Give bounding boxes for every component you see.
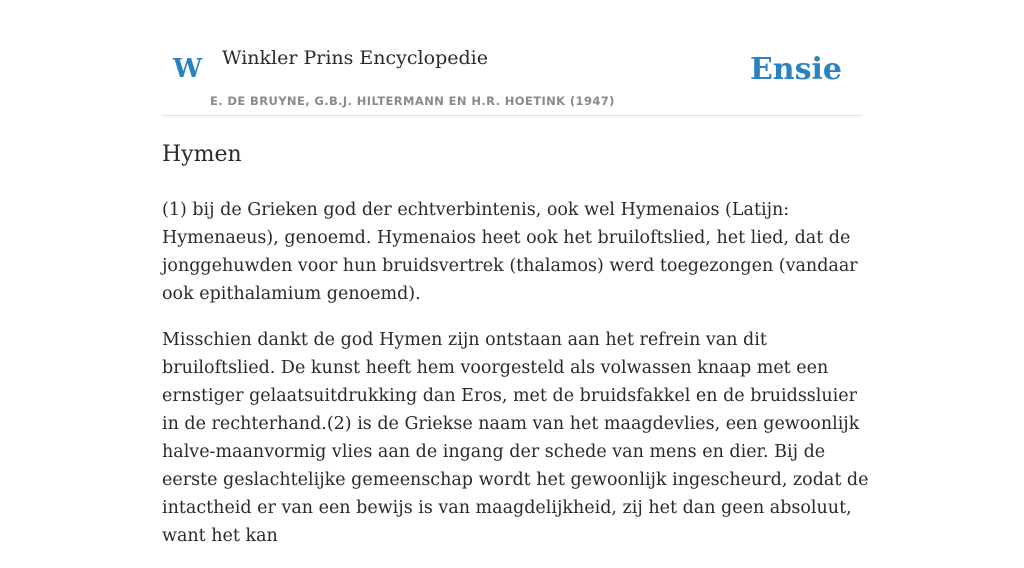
site-header: [162, 0, 862, 116]
article-title: Hymen: [162, 142, 242, 167]
article-paragraph-1: (1) bij de Grieken god der echtverbintenis, ook wel Hymenaios (Latijn: Hymenaeus), genoemd. Hymenaios heet ook het bruiloftslied, het lied, dat de jonggehuwden voor hun bruidsvertrek (thalamos) werd toegezongen (vandaar ook epithalamium genoemd).: [162, 200, 858, 304]
article-paragraph-2: Misschien dankt de god Hymen zijn ontstaan aan het refrein van dit bruiloftslied. De kunst heeft hem voorgesteld als volwassen knaap met een ernstiger gelaatsuitdrukking dan Eros, met de bruidsfakkel en de bruidssluier in de rechterhand.(2) is de Griekse naam van het maagdevlies, een gewoonlijk halve-maanvormig vlies aan de ingang der schede van mens en dier. Bij de eerste geslachtelijke gemeenschap wordt het gewoonlijk ingescheurd, zodat de intactheid er van een bewijs is van maagdelijkheid, zij het dan geen absoluut, want het kan: [162, 330, 869, 546]
ensie-logo[interactable]: Ensie: [749, 52, 842, 87]
article: [162, 138, 874, 568]
site-subtitle: E. DE BRUYNE, G.B.J. HILTERMANN EN H.R. HOETINK (1947): [210, 94, 615, 108]
site-title[interactable]: Winkler Prins Encyclopedie: [222, 47, 488, 69]
winkler-prins-logo[interactable]: W: [173, 54, 203, 84]
